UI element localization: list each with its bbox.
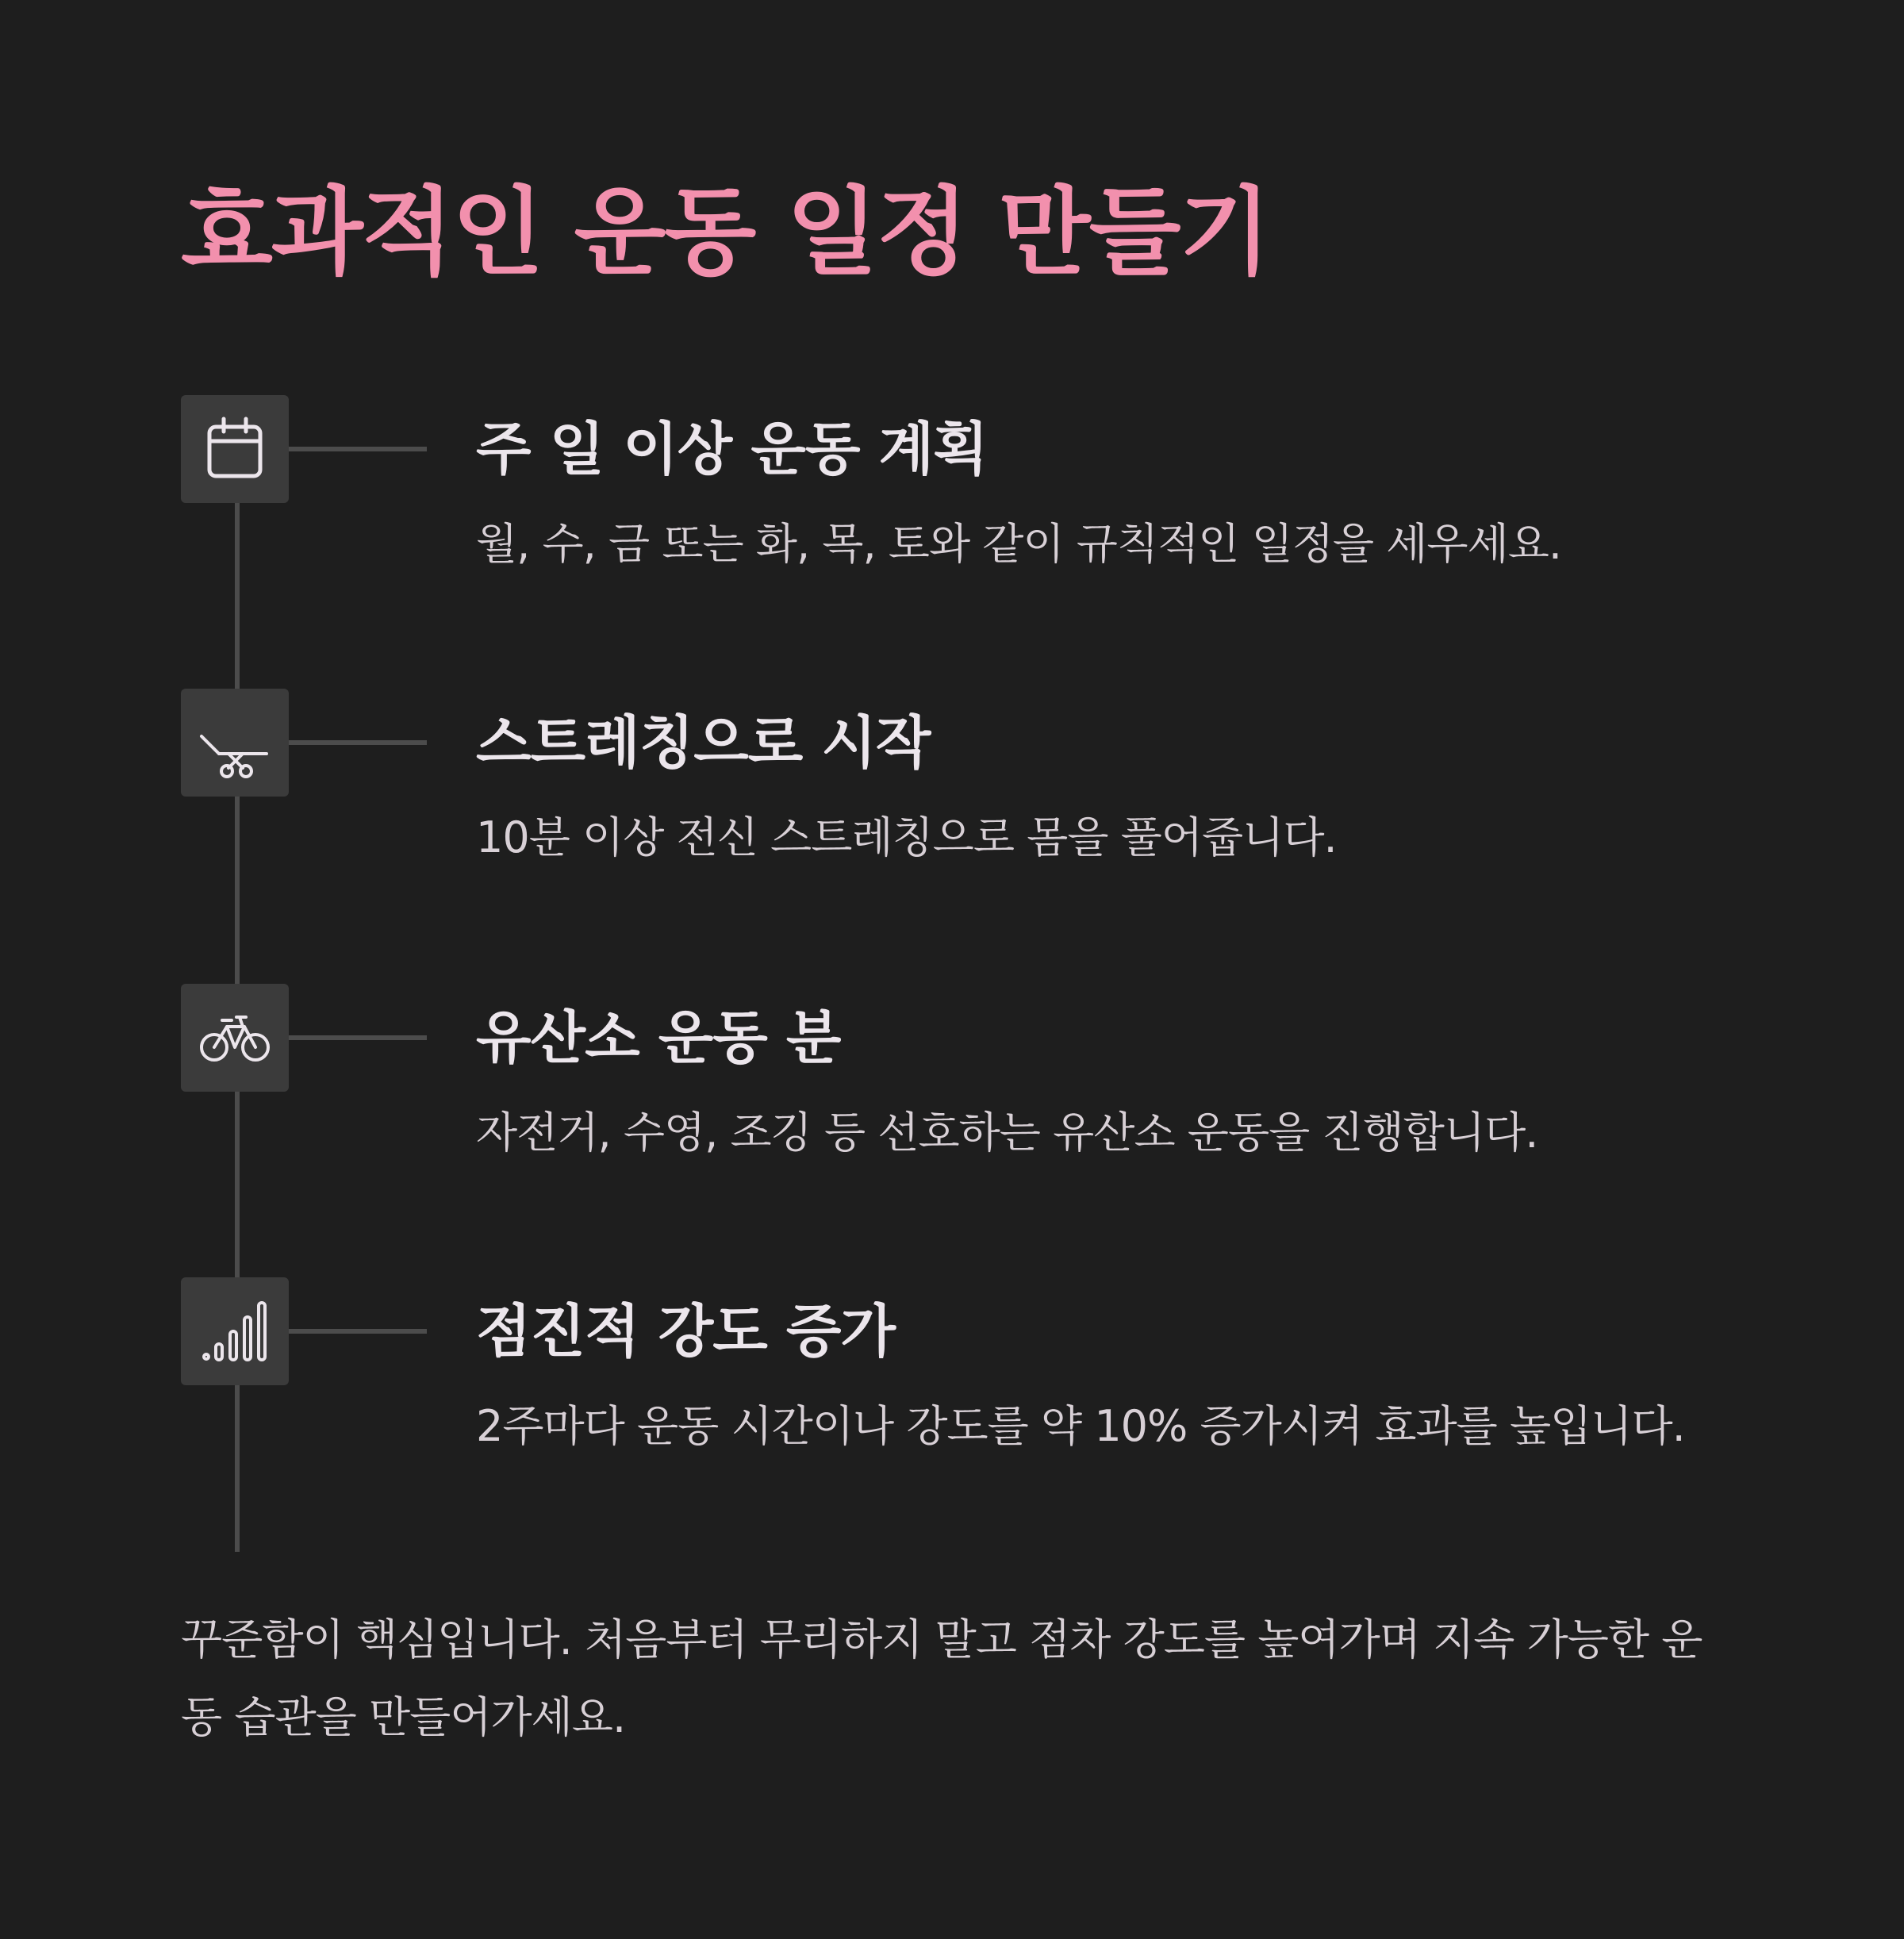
- step-title: 점진적 강도 증가: [476, 1298, 895, 1365]
- step-description: 2주마다 운동 시간이나 강도를 약 10% 증가시켜 효과를 높입니다.: [476, 1401, 1685, 1451]
- connector-line: [289, 447, 427, 451]
- footer-summary: 꾸준함이 핵심입니다. 처음부터 무리하지 말고 점차 강도를 높여가며 지속 가능한 운동 습관을 만들어가세요.: [181, 1615, 1702, 1742]
- step-title: 스트레칭으로 시작: [476, 709, 931, 776]
- connector-line: [289, 740, 427, 745]
- page-title: 효과적인 운동 일정 만들기: [181, 178, 1270, 288]
- step-description: 자전거, 수영, 조깅 등 선호하는 유산소 운동을 진행합니다.: [476, 1108, 1538, 1158]
- step-description: 월, 수, 금 또는 화, 목, 토와 같이 규칙적인 일정을 세우세요.: [476, 519, 1562, 569]
- connector-line: [289, 1035, 427, 1040]
- timeline-step-3: [181, 984, 1736, 1222]
- step-description: 10분 이상 전신 스트레칭으로 몸을 풀어줍니다.: [476, 812, 1337, 862]
- step-title: 주 일 이상 운동 계획: [476, 416, 988, 482]
- bicycle-icon: [197, 1000, 273, 1076]
- icon-box: [181, 1277, 289, 1385]
- icon-box: [181, 395, 289, 503]
- stretching-icon: [197, 705, 273, 781]
- timeline-step-1: [181, 395, 1736, 633]
- timeline-step-4: [181, 1277, 1736, 1515]
- signal-bars-icon: [197, 1293, 273, 1369]
- step-title: 유산소 운동 분: [476, 1004, 841, 1071]
- calendar-icon: [197, 411, 273, 487]
- icon-box: [181, 984, 289, 1092]
- connector-line: [289, 1329, 427, 1334]
- timeline-step-2: [181, 689, 1736, 927]
- icon-box: [181, 689, 289, 797]
